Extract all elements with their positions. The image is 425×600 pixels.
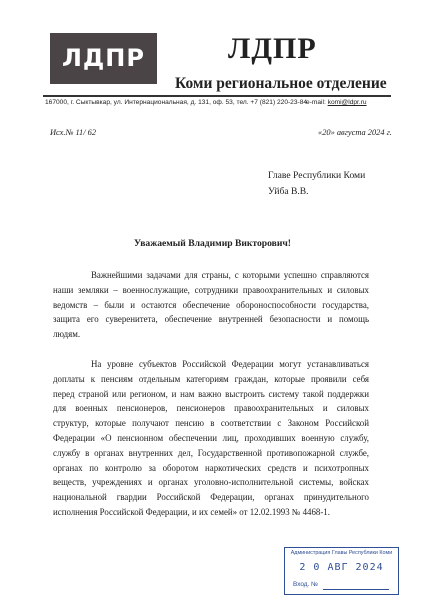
org-address: 167000, г. Сыктывкар, ул. Интернациональная, д. 131, оф. 53, тел. +7 (821) 220-23-84 <box>45 99 308 106</box>
paragraph-line: доплаты к пенсиям отдельным категориям граждан, которые проявили себя <box>53 373 369 384</box>
org-email <box>306 99 367 106</box>
paragraph-line: для военных пенсионеров, пенсионеров правоохранительных и силовых <box>53 403 369 414</box>
paragraph-1 <box>53 268 369 342</box>
paragraph-line: исполнения Российской Федерации, и их семей» от 12.02.1993 № 4468-1. <box>53 506 330 517</box>
logo-text: ЛДПР <box>62 44 145 72</box>
paragraph-line: защита его суверенитета, обеспечение внутренней безопасности и помощь <box>53 314 369 325</box>
stamp-date: 2 0 АВГ 2024 <box>299 562 384 573</box>
paragraph-line: ведомств – были и остаются обеспечение обороноспособности государства, <box>53 299 369 310</box>
addressee-title: Главе Республики Коми <box>268 170 366 181</box>
header-divider <box>43 95 391 97</box>
paragraph-line: службу в органах внутренних дел, Государственной противопожарной службе, <box>53 447 369 458</box>
paragraph-line: На уровне субъектов Российской Федерации могут устанавливаться <box>91 359 369 369</box>
paragraph-line: структур, которые получают пенсию в соответствии с Законом Российской <box>53 418 369 429</box>
email-label: e-mail: <box>306 99 326 106</box>
letter-date: «20» августа 2024 г. <box>318 128 392 137</box>
outgoing-number: Исх.№ 11/ 62 <box>50 128 97 137</box>
addressee-name: Уйба В.В. <box>268 186 309 197</box>
org-name: ЛДПР <box>228 32 317 65</box>
paragraph-line: Важнейшими задачами для страны, с которыми успешно справляются <box>91 270 369 280</box>
paragraph-line: Федерации «О пенсионном обеспечении лиц, проходивших военную службу, <box>53 432 369 443</box>
paragraph-line: людям. <box>53 329 81 340</box>
registration-stamp <box>284 547 399 595</box>
stamp-title: Администрация Главы Республики Коми <box>290 550 393 556</box>
greeting: Уважаемый Владимир Викторович! <box>134 238 291 249</box>
org-branch: Коми региональное отделение <box>175 75 387 92</box>
paragraph-line: органах по контролю за оборотом наркотических средств и психотропных <box>53 462 369 473</box>
stamp-reg-line <box>323 589 389 590</box>
email-link[interactable]: komi@ldpr.ru <box>327 99 367 106</box>
paragraph-line: национальной гвардии Российской Федерации, органах принудительного <box>53 492 369 503</box>
paragraph-line: веществ, учреждениях и органах уголовно-исполнительной системы, войсках <box>53 477 369 488</box>
paragraph-2 <box>53 357 369 520</box>
paragraph-line: наши земляки – военнослужащие, сотрудники правоохранительных и силовых <box>53 284 369 295</box>
stamp-reg-label: Вход. № <box>293 581 318 588</box>
paragraph-line: перед страной или регионом, и нам важно выстроить систему такой поддержки <box>53 388 369 399</box>
ldpr-logo <box>50 33 157 84</box>
